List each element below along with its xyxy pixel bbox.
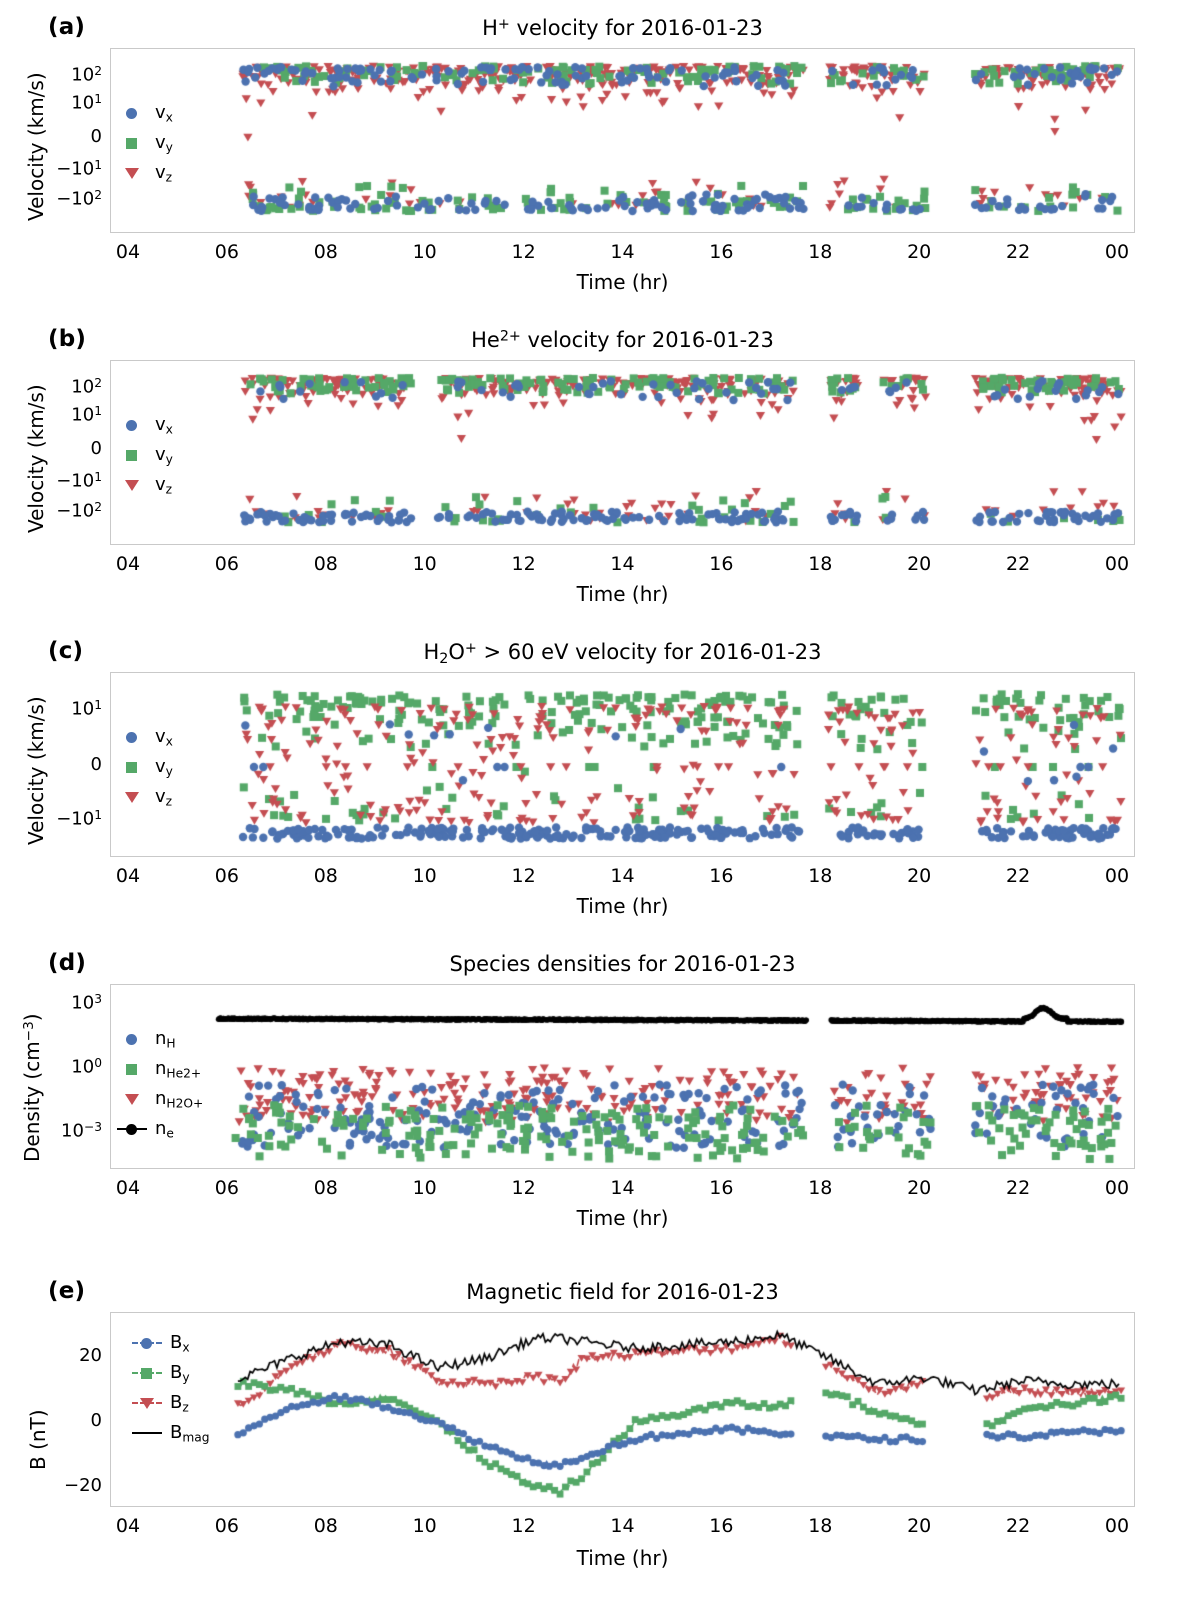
legend-item[interactable] — [130, 1358, 210, 1388]
panel-a-legend — [115, 98, 173, 188]
legend-item[interactable] — [115, 158, 173, 188]
legend-label: $n_H$ — [155, 1027, 176, 1051]
panel-b-ytick: $10^2$ — [71, 376, 102, 398]
panel-d-tag: (d) — [48, 950, 87, 976]
legend-item[interactable] — [115, 782, 173, 812]
panel-b-tag: (b) — [48, 326, 87, 352]
panel-a-ytick: $10^1$ — [71, 92, 102, 114]
legend-label: $v_z$ — [155, 473, 173, 497]
panel-d-xtick: 18 — [808, 1177, 833, 1199]
panel-d-plot-area — [110, 984, 1135, 1169]
panel-d — [0, 942, 1200, 1242]
legend-item[interactable] — [115, 1084, 203, 1114]
legend-item[interactable] — [115, 410, 173, 440]
panel-d-xtick: 04 — [115, 1177, 141, 1199]
dashed-circle-marker-icon — [130, 1333, 164, 1353]
panel-c-xtick: 00 — [1104, 865, 1130, 887]
panel-b-ytick: $-10^1$ — [56, 470, 102, 492]
panel-b-xtick: 22 — [1006, 553, 1031, 575]
solid-line-marker-icon — [130, 1423, 164, 1443]
panel-c-xtick: 04 — [115, 865, 141, 887]
panel-e-xtick: 20 — [907, 1515, 932, 1537]
panel-a-xtick: 00 — [1104, 241, 1130, 263]
square-marker-icon — [115, 1059, 149, 1079]
panel-b-xtick: 18 — [808, 553, 833, 575]
panel-e-xtick: 08 — [313, 1515, 338, 1537]
legend-item[interactable] — [115, 1024, 203, 1054]
legend-label: $v_x$ — [155, 725, 173, 749]
legend-item[interactable] — [115, 440, 173, 470]
panel-c-xlabel: Time (hr) — [576, 894, 669, 918]
panel-b-plot-area — [110, 360, 1135, 545]
legend-label: $B_y$ — [170, 1361, 190, 1385]
panel-e-xtick: 14 — [610, 1515, 635, 1537]
legend-label: $v_x$ — [155, 101, 173, 125]
panel-d-xtick: 22 — [1006, 1177, 1031, 1199]
line-circle-marker-icon — [115, 1119, 149, 1139]
panel-e-plot-area — [110, 1312, 1135, 1507]
panel-c-xtick: 20 — [907, 865, 932, 887]
legend-item[interactable] — [115, 128, 173, 158]
panel-e-xtick: 10 — [412, 1515, 437, 1537]
legend-label: $B_{mag}$ — [170, 1421, 210, 1445]
panel-a-ytick: 0 — [90, 126, 102, 147]
panel-e-ytick: 20 — [79, 1345, 102, 1366]
panel-a-xtick: 10 — [412, 241, 437, 263]
panel-d-ytick: $10^{-3}$ — [61, 1120, 102, 1142]
panel-c-ytick: $-10^1$ — [56, 808, 102, 830]
panel-e-ylabel: B (nT) — [26, 1409, 50, 1470]
panel-e-xtick: 00 — [1104, 1515, 1130, 1537]
panel-d-title: Species densities for 2016-01-23 — [449, 952, 796, 976]
panel-a-ytick: $-10^2$ — [56, 188, 102, 210]
panel-c-plot-area — [110, 672, 1135, 857]
panel-b-xtick: 00 — [1104, 553, 1130, 575]
dashed-square-marker-icon — [130, 1363, 164, 1383]
panel-d-xtick: 20 — [907, 1177, 932, 1199]
panel-b-xtick: 12 — [511, 553, 536, 575]
panel-b-xtick: 08 — [313, 553, 338, 575]
panel-a-xtick: 04 — [115, 241, 141, 263]
panel-a-plot-area — [110, 48, 1135, 233]
panel-e-tag: (e) — [48, 1278, 86, 1304]
panel-a-xtick: 18 — [808, 241, 833, 263]
legend-item[interactable] — [115, 752, 173, 782]
legend-item[interactable] — [130, 1388, 210, 1418]
panel-c-xtick: 22 — [1006, 865, 1031, 887]
square-marker-icon — [115, 133, 149, 153]
panel-a-xtick: 16 — [709, 241, 734, 263]
panel-d-ytick: $10^0$ — [71, 1056, 102, 1078]
panel-e-xlabel: Time (hr) — [576, 1546, 669, 1570]
panel-a-xtick: 14 — [610, 241, 635, 263]
panel-c-ylabel: Velocity (km/s) — [24, 696, 48, 845]
triangle-marker-icon — [115, 787, 149, 807]
panel-a-xtick: 20 — [907, 241, 932, 263]
panel-e-title: Magnetic field for 2016-01-23 — [466, 1280, 779, 1304]
panel-d-xlabel: Time (hr) — [576, 1206, 669, 1230]
panel-d-xtick: 14 — [610, 1177, 635, 1199]
panel-d-ytick: $10^3$ — [71, 992, 102, 1014]
panel-a-xlabel: Time (hr) — [576, 270, 669, 294]
panel-a-ylabel: Velocity (km/s) — [24, 72, 48, 221]
legend-item[interactable] — [115, 98, 173, 128]
panel-b-xtick: 06 — [214, 553, 239, 575]
legend-label: $v_z$ — [155, 161, 173, 185]
panel-e-legend — [130, 1328, 210, 1448]
panel-d-xtick: 10 — [412, 1177, 437, 1199]
panel-b — [0, 318, 1200, 618]
panel-b-xtick: 10 — [412, 553, 437, 575]
dashed-triangle-marker-icon — [130, 1393, 164, 1413]
panel-a-xtick: 06 — [214, 241, 239, 263]
panel-b-title: $He^{2+}$ velocity for 2016-01-23 — [471, 328, 774, 352]
legend-item[interactable] — [115, 1054, 203, 1084]
panel-d-xtick: 12 — [511, 1177, 536, 1199]
panel-e-ytick: −20 — [64, 1475, 102, 1496]
panel-b-xlabel: Time (hr) — [576, 582, 669, 606]
legend-label: $v_y$ — [155, 443, 173, 467]
panel-e-ytick: 0 — [90, 1410, 102, 1431]
panel-a-ytick: $10^2$ — [71, 64, 102, 86]
panel-b-ytick: $10^1$ — [71, 404, 102, 426]
panel-a-xtick: 22 — [1006, 241, 1031, 263]
panel-b-ytick: $-10^2$ — [56, 500, 102, 522]
panel-a-xtick: 12 — [511, 241, 536, 263]
panel-d-xtick: 06 — [214, 1177, 239, 1199]
panel-c-xtick: 10 — [412, 865, 437, 887]
legend-item[interactable] — [115, 1114, 203, 1144]
panel-b-ylabel: Velocity (km/s) — [24, 384, 48, 533]
panel-e-xtick: 18 — [808, 1515, 833, 1537]
legend-item[interactable] — [115, 470, 173, 500]
panel-c — [0, 630, 1200, 930]
legend-label: $n_{H2O+}$ — [155, 1087, 204, 1111]
triangle-marker-icon — [115, 163, 149, 183]
panel-b-xtick: 14 — [610, 553, 635, 575]
legend-item[interactable] — [130, 1328, 210, 1358]
legend-label: $B_x$ — [170, 1331, 190, 1355]
circle-marker-icon — [115, 103, 149, 123]
square-marker-icon — [115, 757, 149, 777]
panel-a-xtick: 08 — [313, 241, 338, 263]
square-marker-icon — [115, 445, 149, 465]
legend-label: $n_e$ — [155, 1117, 174, 1141]
legend-label: $v_x$ — [155, 413, 173, 437]
panel-b-xtick: 20 — [907, 553, 932, 575]
panel-c-xtick: 06 — [214, 865, 239, 887]
panel-c-tag: (c) — [48, 638, 84, 664]
panel-e-xtick: 12 — [511, 1515, 536, 1537]
panel-e-xtick: 16 — [709, 1515, 734, 1537]
panel-c-legend — [115, 722, 173, 812]
panel-d-xtick: 00 — [1104, 1177, 1130, 1199]
panel-c-xtick: 16 — [709, 865, 734, 887]
panel-b-ytick: 0 — [90, 438, 102, 459]
panel-c-xtick: 18 — [808, 865, 833, 887]
legend-label: $n_{He2+}$ — [155, 1057, 202, 1081]
panel-a-title: H+ velocity for 2016-01-23 — [482, 16, 763, 40]
panel-d-ylabel: Density $(cm^{-3})$ — [20, 1013, 44, 1162]
panel-c-xtick: 08 — [313, 865, 338, 887]
panel-e — [0, 1270, 1200, 1590]
legend-item[interactable] — [130, 1418, 210, 1448]
triangle-marker-icon — [115, 475, 149, 495]
panel-c-title: $H_2O^+ > 60$ eV velocity for 2016-01-23 — [423, 640, 822, 667]
panel-b-legend — [115, 410, 173, 500]
legend-label: $B_z$ — [170, 1391, 189, 1415]
panel-a-tag: (a) — [48, 14, 86, 40]
legend-label: $v_y$ — [155, 755, 173, 779]
circle-marker-icon — [115, 727, 149, 747]
circle-marker-icon — [115, 415, 149, 435]
panel-a — [0, 6, 1200, 306]
panel-a-ytick: $-10^1$ — [56, 158, 102, 180]
panel-e-xtick: 22 — [1006, 1515, 1031, 1537]
legend-item[interactable] — [115, 722, 173, 752]
panel-c-xtick: 12 — [511, 865, 536, 887]
panel-d-xtick: 16 — [709, 1177, 734, 1199]
panel-c-xtick: 14 — [610, 865, 635, 887]
panel-b-xtick: 16 — [709, 553, 734, 575]
panel-e-xtick: 04 — [115, 1515, 141, 1537]
legend-label: $v_z$ — [155, 785, 173, 809]
legend-label: $v_y$ — [155, 131, 173, 155]
panel-b-xtick: 04 — [115, 553, 141, 575]
panel-d-xtick: 08 — [313, 1177, 338, 1199]
panel-c-ytick: 0 — [90, 754, 102, 775]
panel-d-legend — [115, 1024, 203, 1144]
panel-e-xtick: 06 — [214, 1515, 239, 1537]
panel-c-ytick: $10^1$ — [71, 698, 102, 720]
circle-marker-icon — [115, 1029, 149, 1049]
triangle-marker-icon — [115, 1089, 149, 1109]
